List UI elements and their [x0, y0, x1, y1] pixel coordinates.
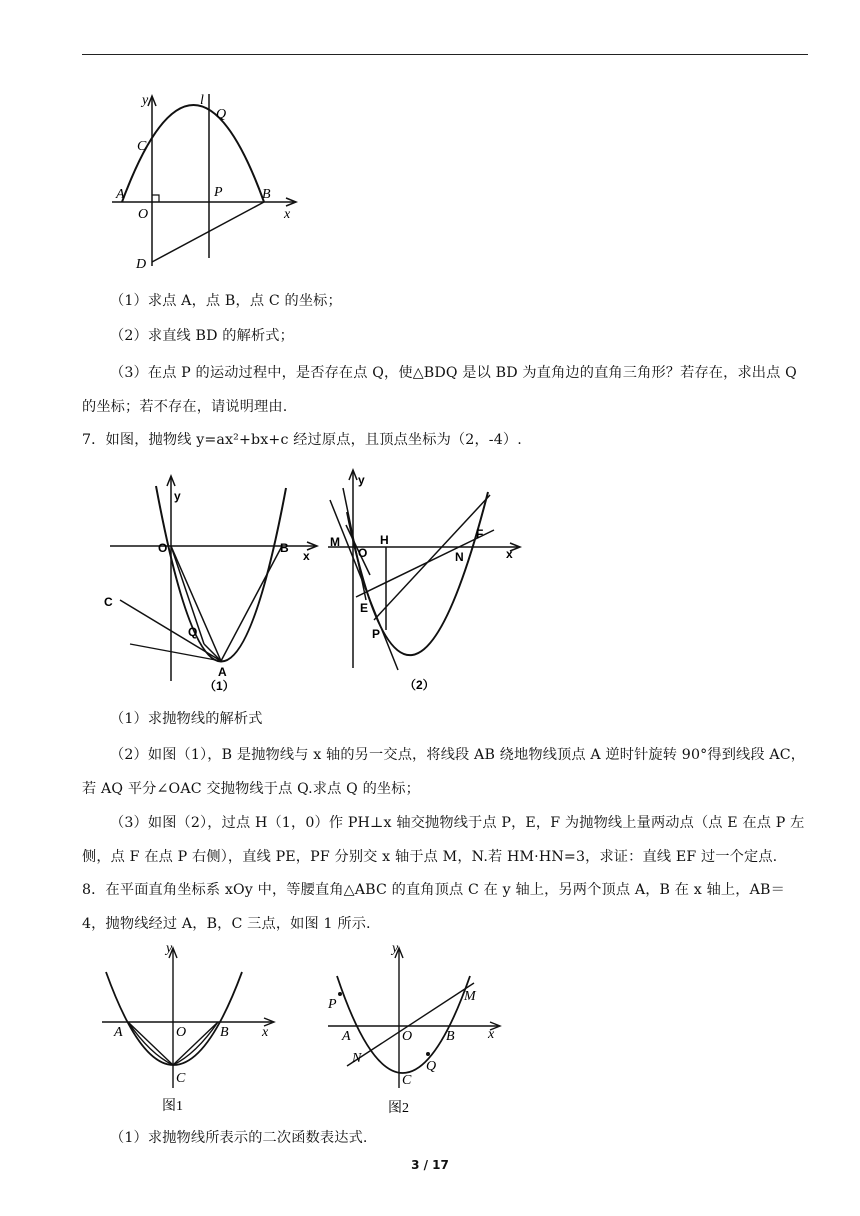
fig7a-label-B: B: [280, 541, 289, 555]
figure-q7-2-svg: [318, 460, 523, 696]
fig8a-label-y: y: [166, 941, 173, 956]
fig8b-label-B: B: [446, 1029, 455, 1044]
header-rule: [82, 54, 808, 55]
fig7b-label-x: x: [506, 547, 513, 561]
fig8b-label-C: C: [402, 1073, 412, 1088]
figure-q8-1-svg: [96, 938, 281, 1118]
fig8b-label-O: O: [402, 1029, 413, 1044]
q7-part2: （2）如图（1），B 是抛物线与 x 轴的另一交点，将线段 AB 绕地物线顶点 A 逆时针旋转 90°得到线段 AC，若 AQ 平分∠OAC 交抛物线于点 Q.求点 Q 的坐标；: [82, 747, 806, 797]
fig7a-label-y: y: [174, 489, 181, 503]
fig6-label-P: P: [214, 185, 223, 200]
fig6-label-D: D: [136, 257, 147, 272]
fig8b-label-P: P: [328, 997, 337, 1012]
q7-stem: 7．如图，抛物线 y=ax²+bx+c 经过原点，且顶点坐标为（2，-4）.: [82, 432, 522, 448]
fig8a-label-A: A: [114, 1025, 123, 1040]
q7-part3: （3）如图（2），过点 H（1，0）作 PH⊥x 轴交抛物线于点 P，E，F 为抛物线上量两动点（点 E 在点 P 左侧，点 F 在点 P 右侧），直线 PE，PF 分别交 x 轴于点 M，N.若 HM·HN=3，求证：直线 EF 过一个定点.: [82, 815, 805, 865]
q8-stem: 8．在平面直角坐标系 xOy 中，等腰直角△ABC 的直角顶点 C 在 y 轴上，另两个顶点 A，B 在 x 轴上，AB＝4，抛物线经过 A，B，C 三点，如图 1 所示.: [82, 882, 785, 932]
figure-q7-1: [100, 466, 320, 696]
fig6-label-Q: Q: [216, 107, 227, 122]
fig8a-label-O: O: [176, 1025, 187, 1040]
fig8b-label-N: N: [352, 1051, 362, 1066]
fig7a-label-O: O: [158, 541, 168, 555]
figure-q7-1-svg: [100, 466, 320, 696]
fig8b-point-Q: [426, 1052, 430, 1056]
fig7b-label-E: E: [360, 601, 369, 615]
fig7b-label-F: F: [476, 527, 484, 541]
fig6-label-A: A: [116, 187, 125, 202]
fig7b-label-N: N: [455, 550, 464, 564]
fig7a-label-A: A: [218, 665, 227, 679]
q6-part2: （2）求直线 BD 的解析式；: [110, 328, 294, 344]
figure-q8-2: [322, 938, 507, 1118]
fig8a-label-C: C: [176, 1071, 186, 1086]
fig6-label-l: l: [200, 93, 204, 108]
fig7b-label-H: H: [380, 533, 389, 547]
fig8b-point-P: [338, 992, 342, 996]
fig6-label-B: B: [262, 187, 271, 202]
fig8a-label-B: B: [220, 1025, 229, 1040]
fig8b-label-Q: Q: [426, 1059, 437, 1074]
fig8b-label-A: A: [342, 1029, 351, 1044]
fig7b-label-O: O: [358, 546, 368, 560]
fig8a-caption: 图1: [162, 1099, 183, 1114]
q7-part1: （1）求抛物线的解析式: [110, 711, 263, 727]
fig8b-caption: 图2: [388, 1101, 409, 1116]
page-number: 3 / 17: [411, 1158, 449, 1172]
fig6-label-y: y: [142, 93, 149, 108]
figure-q6: [108, 88, 308, 278]
fig8b-label-M: M: [464, 989, 476, 1004]
figure-q6-svg: [108, 88, 308, 278]
figure-q8-1: [96, 938, 281, 1118]
q6-part3: （3）在点 P 的运动过程中，是否存在点 Q，使△BDQ 是以 BD 为直角边的直角三角形？若存在，求出点 Q 的坐标；若不存在，请说明理由.: [82, 365, 797, 415]
fig8b-label-y: y: [392, 941, 399, 956]
fig7a-label-x: x: [303, 549, 310, 563]
fig6-label-C: C: [137, 139, 147, 154]
figure-q7-2: [318, 460, 523, 696]
fig7a-caption: （1）: [204, 679, 235, 693]
fig6-label-O: O: [138, 207, 149, 222]
fig7b-label-y: y: [358, 473, 365, 487]
q8-part1: （1）求抛物线所表示的二次函数表达式.: [110, 1130, 368, 1146]
fig8b-label-x: x: [488, 1027, 495, 1042]
fig7b-label-M: M: [330, 535, 340, 549]
fig6-label-x: x: [284, 207, 291, 222]
fig7b-label-P: P: [372, 627, 381, 641]
q6-part1: （1）求点 A，点 B，点 C 的坐标；: [110, 293, 342, 309]
fig7a-label-C: C: [104, 595, 113, 609]
figure-q8-2-svg: [322, 938, 507, 1118]
fig7a-label-Q: Q: [188, 625, 198, 639]
fig8a-label-x: x: [262, 1025, 269, 1040]
fig7b-caption: （2）: [404, 678, 435, 692]
